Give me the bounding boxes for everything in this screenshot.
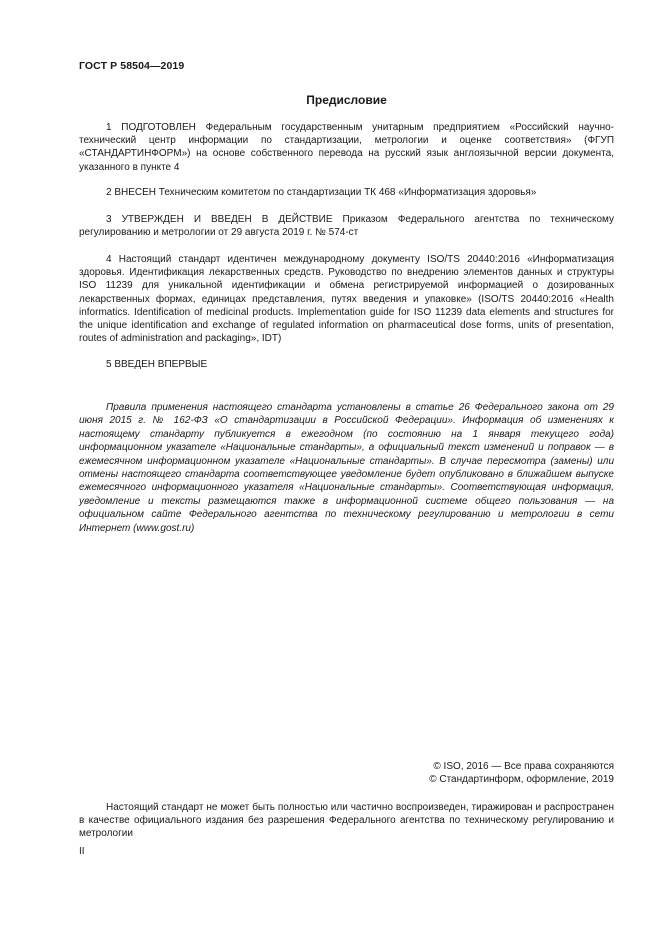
section-title: Предисловие (306, 93, 387, 107)
preface-item-4: 4 Настоящий стандарт идентичен международному документу ISO/TS 20440:2016 «Информатизация здоровья. Идентификация лекарственных средств. Руководство по внедрению элементов данных и структуры ISO 11239 для уникальной идентификации и обмена регистрируемой информацией о дозированных лекарственных формах, единицах представления, путях введения и упаковке» (ISO/TS 20440:2016 «Health informatics. Identification of medicinal products. Implementation guide for ISO 11239 data elements and structures for the unique identification and exchange of regulated information on pharmaceutical dose forms, units of presentation, routes of administration and packaging», IDT) (79, 254, 614, 345)
preface-item-2: 2 ВНЕСЕН Техническим комитетом по стандартизации ТК 468 «Информатизация здоровья» (106, 187, 537, 198)
preface-item-3: 3 УТВЕРЖДЕН И ВВЕДЕН В ДЕЙСТВИЕ Приказом Федерального агентства по техническому регулированию и метрологии от 29 августа 2019 г. № 574-ст (79, 214, 614, 239)
document-code: ГОСТ Р 58504—2019 (79, 60, 185, 72)
reproduction-notice: Настоящий стандарт не может быть полностью или частично воспроизведен, тиражирован и распространен в качестве официального издания без разрешения Федерального агентства по техническому регулированию и метрологии (79, 802, 614, 840)
preface-item-1: 1 ПОДГОТОВЛЕН Федеральным государственным унитарным предприятием «Российский научно-технический центр информации по стандартизации, метрологии и оценке соответствия» (ФГУП «СТАНДАРТИНФОРМ») на основе собственного перевода на русский язык англоязычной версии документа, указанного в пункте 4 (79, 122, 614, 173)
page-number: II (79, 846, 85, 857)
copyright-block (79, 760, 614, 786)
copyright-standartinform: © Стандартинформ, оформление, 2019 (429, 774, 614, 786)
application-rules-notice: Правила применения настоящего стандарта установлены в статье 26 Федерального закона от 29 июня 2015 г. № 162-ФЗ «О стандартизации в Российской Федерации». Информация об изменениях к настоящему стандарту публикуется в ежегодном (по состоянию на 1 января текущего года) информационном указателе «Национальные стандарты», а официальный текст изменений и поправок — в ежемесячном информационном указателе «Национальные стандарты». В случае пересмотра (замены) или отмены настоящего стандарта соответствующее уведомление будет опубликовано в ближайшем выпуске ежемесячного информационного указателя «Национальные стандарты». Соответствующая информация, уведомление и тексты размещаются также в информационной системе общего пользования — на официальном сайте Федерального агентства по техническому регулированию и метрологии в сети Интернет (www.gost.ru) (79, 402, 614, 534)
preface-item-5: 5 ВВЕДЕН ВПЕРВЫЕ (106, 359, 208, 370)
copyright-iso: © ISO, 2016 — Все права сохраняются (433, 761, 614, 772)
